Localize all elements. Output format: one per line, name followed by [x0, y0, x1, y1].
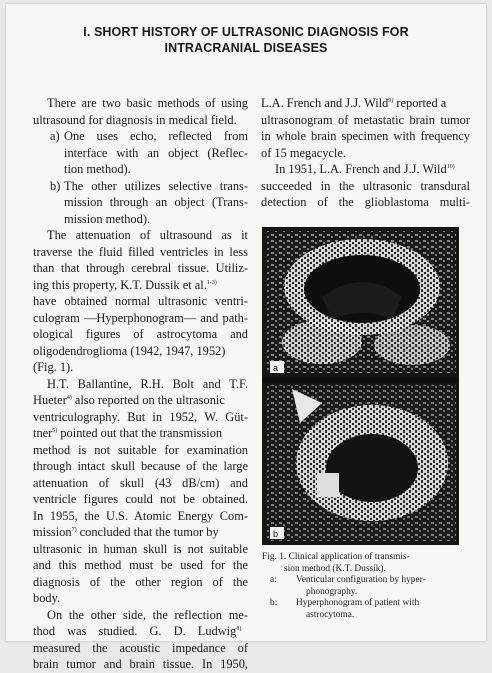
right-text-column — [261, 95, 470, 211]
paragraph-line: interface with an object (Reflec- — [64, 145, 248, 160]
text-run: tner — [33, 426, 53, 440]
paragraph-line: in whole brain specimen with frequency — [261, 129, 470, 143]
page-title — [6, 24, 486, 56]
paragraph-line — [33, 524, 248, 541]
text-run: Hueter — [33, 393, 67, 407]
paragraph-line: brain tumor and brain tissue. In 1950, — [33, 657, 248, 671]
caption-line: astrocytoma. — [306, 609, 355, 620]
document-page — [6, 4, 486, 671]
figure-panel-a — [262, 227, 459, 377]
list-item-b — [33, 178, 248, 228]
citation-ref: 7) — [71, 526, 77, 533]
paragraph-line — [261, 161, 470, 178]
paragraph-line: ventriculography. But in 1952, W. Güt- — [33, 409, 248, 424]
paragraph-line: In 1955, the U.S. Atomic Energy Com- — [33, 508, 248, 523]
text-run: In 1951, L.A. French and J.J. Wild — [275, 162, 447, 176]
paragraph-line — [33, 425, 248, 442]
paragraph-line: The other utilizes selective trans- — [64, 178, 248, 193]
citation-ref: 9) — [388, 97, 394, 104]
citation-ref: 4) — [66, 394, 72, 401]
paragraph-line: succeeded in the ultrasonic transdural — [261, 178, 470, 193]
paragraph-line: measured the acoustic impedance of — [33, 640, 248, 655]
text-run: L.A. French and J.J. Wild — [261, 96, 389, 110]
citation-ref: 10) — [446, 163, 455, 170]
paragraph-line: One uses echo, reflected from — [64, 129, 248, 143]
caption-line: Venticular configuration by hyper- — [296, 575, 426, 585]
paragraph-line: (Fig. 1). — [33, 360, 74, 374]
caption-line: Fig. 1. Clinical application of transmis- — [262, 552, 410, 562]
panel-a-label: a — [273, 363, 279, 373]
paragraph-line: attenuation of skull (43 dB/cm) and — [33, 475, 248, 490]
paragraph-line: culogram —Hyperphonogram— and path- — [33, 310, 248, 325]
citation-ref: 8) — [236, 625, 242, 632]
paragraph-line: traverse the fluid filled ventricles in less — [33, 244, 248, 259]
paragraph-line: body. — [33, 591, 61, 605]
paragraph-line: oligodendroglioma (1942, 1947, 1952) — [33, 343, 226, 358]
paragraph-line: mission through an object (Trans- — [64, 195, 248, 209]
caption-label: a: — [270, 575, 277, 585]
figure-panel-b — [262, 383, 459, 545]
title-line-1: I. SHORT HISTORY OF ULTRASONIC DIAGNOSIS FOR — [83, 25, 409, 39]
paragraph-line: ultrasonic in human skull is not suitable — [33, 541, 248, 556]
paragraph-line: and this method must be used for the — [33, 558, 248, 572]
paragraph-line: of 15 megacycle. — [261, 145, 346, 160]
text-run: also reported on the ultrasonic — [71, 393, 225, 407]
paragraph-line: through intact skull because of the large — [33, 459, 248, 473]
paragraph-line: mission method). — [64, 211, 151, 226]
paragraph-line: ological figures of astrocytoma and — [33, 327, 248, 341]
paragraph-line — [261, 95, 470, 112]
list-label: a) — [50, 129, 60, 143]
text-run: thod was studied. G. D. Ludwig — [33, 624, 237, 638]
figure-hyperphonogram — [262, 227, 459, 545]
panel-b-label: b — [273, 529, 279, 539]
text-run: reported a — [393, 96, 447, 110]
paragraph-line: The attenuation of ultrasound as it — [47, 228, 248, 242]
list-label: b) — [50, 178, 61, 193]
paragraph-line: than that through cerebral tissue. Utiliz- — [33, 261, 248, 275]
caption-line: Hyperphonogram of patient with — [296, 598, 420, 608]
paragraph-line: detection of the glioblastoma multi- — [261, 195, 470, 209]
text-run: concluded that the tumor by — [76, 525, 219, 539]
text-run: ing this property, K.T. Dussik et al. — [33, 277, 207, 292]
paragraph-line: There are two basic methods of using — [47, 96, 248, 110]
paragraph-line: method is not suitable for examination — [33, 442, 248, 457]
list-item-a — [33, 128, 248, 178]
paragraph-line: diagnosis of the other region of the — [33, 574, 248, 589]
paragraph-line: have obtained normal ultrasonic ventri- — [33, 294, 248, 308]
figure-caption — [262, 552, 467, 621]
citation-ref: 1-3) — [206, 279, 217, 286]
left-text-column — [33, 95, 248, 673]
citation-ref: 5) — [52, 427, 58, 434]
paragraph-line — [33, 277, 248, 294]
caption-line: sion method (K.T. Dussik). — [284, 563, 386, 574]
paragraph-line: H.T. Ballantine, R.H. Bolt and T.F. — [47, 376, 248, 391]
text-run: mission — [33, 525, 72, 539]
paragraph-line: ventricle figures could not be obtained. — [33, 492, 248, 506]
caption-label: b: — [270, 598, 278, 608]
paragraph-line: tion method). — [64, 162, 131, 176]
paragraph-line: ultrasonogram of metastatic brain tumor — [261, 112, 470, 127]
paragraph-line: On the other side, the reflection me- — [47, 607, 248, 622]
paragraph-line — [33, 623, 248, 640]
caption-item-b — [262, 598, 467, 621]
caption-item-a — [262, 575, 467, 598]
text-run: pointed out that the transmission — [57, 426, 223, 440]
title-line-2: INTRACRANIAL DISEASES — [164, 41, 328, 55]
paragraph-line — [33, 392, 248, 409]
caption-line: phonography. — [306, 586, 358, 597]
paragraph-line: ultrasound for diagnosis in medical field. — [33, 112, 237, 127]
figure-image — [262, 227, 459, 545]
